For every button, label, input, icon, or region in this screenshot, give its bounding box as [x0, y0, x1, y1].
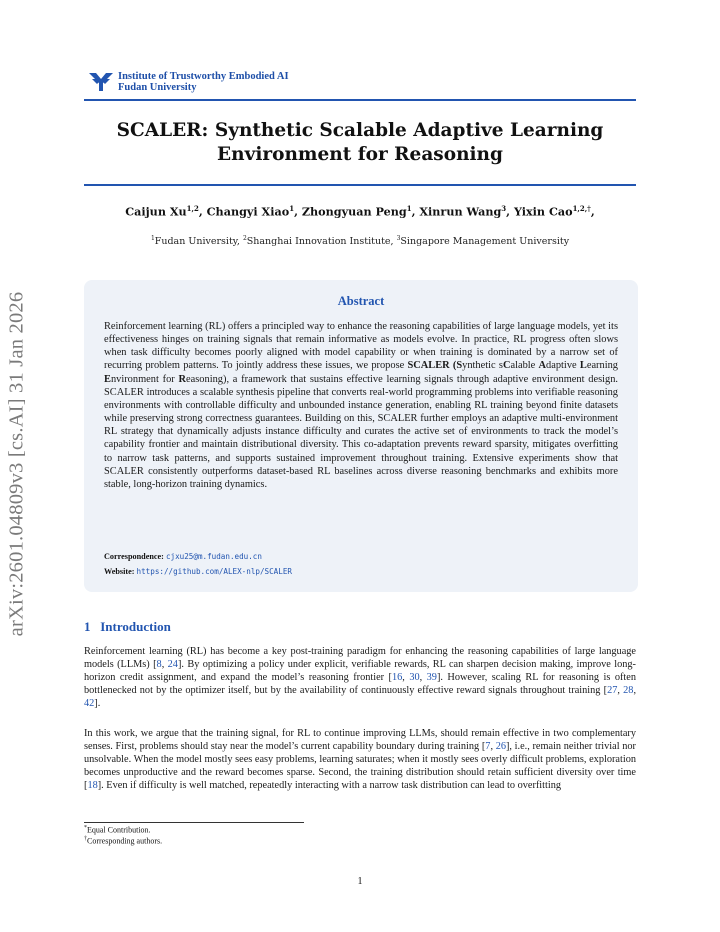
abstract-heading: Abstract	[337, 294, 385, 308]
paper-title-line2: Environment for Reasoning	[217, 144, 503, 165]
arxiv-id-text: arXiv:2601.04809v3 [cs.AI] 31 Jan 2026	[5, 291, 28, 637]
author: Xinrun Wang	[419, 204, 502, 219]
website-line: Website: https://github.com/ALEX-nlp/SCALER	[104, 567, 292, 576]
citation-link[interactable]: 27	[607, 685, 618, 697]
correspondence-line: Correspondence: cjxu25@m.fudan.edu.cn	[104, 552, 262, 561]
abstract-text: Reinforcement learning (RL) offers a principled way to enhance the reasoning capabilities of large language models, yet its effectiveness hinges on training signals that remain informative as models evolve. In practice, RL progress often slows when task difficulty becomes poorly aligned with model capability or when training is dominated by a narrow set of recurring problem patterns. To jointly address these issues, we propose SCALER (Synthetic sCalable Adaptive Learning Environment for Reasoning), a framework that sustains effective learning signals through adaptive environment design. SCALER introduces a scalable synthesis pipeline that converts real-world programming problems into verifiable reasoning environments with controllable difficulty and unbounded instance generation, enabling RL training beyond finite datasets while preserving strong correctness guarantees. Building on this, SCALER further employs an adaptive multi-environment RL strategy that dynamically adjusts instance difficulty and curates the active set of environments to track the model’s capability frontier and maintain distributional diversity. This co-adaptation prevents reward sparsity, mitigates overfitting to narrow task patterns, and supports sustained improvement throughout training. Extensive experiments show that SCALER consistently outperforms dataset-based RL baselines across diverse reasoning benchmarks and exhibits more stable, long-horizon training dynamics.	[104, 321, 618, 490]
institute-name-line1: Institute of Trustworthy Embodied AI	[118, 71, 289, 82]
section-heading: 1 Introduction	[84, 619, 171, 634]
footnote-2: †Corresponding authors.	[84, 836, 163, 846]
correspondence-email-link[interactable]: cjxu25@m.fudan.edu.cn	[165, 552, 262, 561]
citation-link[interactable]: 8	[156, 659, 162, 671]
citation-link[interactable]: 24	[167, 659, 178, 671]
citation-link[interactable]: 18	[87, 780, 98, 792]
footnote-rule	[84, 822, 304, 823]
affiliation: Singapore Management University	[400, 236, 570, 248]
affiliation: Shanghai Innovation Institute	[246, 236, 391, 248]
citation-link[interactable]: 28	[623, 685, 634, 697]
author: Changyi Xiao	[206, 204, 290, 219]
institute-header	[88, 70, 289, 94]
citation-link[interactable]: 26	[495, 741, 506, 753]
website-link[interactable]: https://github.com/ALEX-nlp/SCALER	[136, 567, 292, 576]
header-rule	[84, 99, 636, 101]
paper-title-line1: SCALER: Synthetic Scalable Adaptive Learning	[116, 120, 604, 141]
affiliation: Fudan University	[154, 236, 237, 248]
intro-paragraph-1: Reinforcement learning (RL) has become a key post-training paradigm for enhancing the reasoning capabilities of large language models (LLMs) [8, 24]. By optimizing a policy under explicit, verifiable rewards, RL can sharpen decision making, improve long-horizon credit assignment, and expand the model’s reasoning frontier [16, 30, 39]. However, scaling RL for reasoning is often bottlenecked not by the optimizer itself, but by the availability of continuously effective reward signals throughout training [27, 28, 42].	[84, 646, 637, 710]
institute-logo-icon	[88, 70, 114, 94]
page-number: 1	[357, 876, 363, 887]
citation-link[interactable]: 39	[426, 672, 437, 684]
intro-paragraph-2: In this work, we argue that the training signal, for RL to continue improving LLMs, should remain effective in two complementary senses. First, problems should stay near the model’s current capability boundary during training [7, 26], i.e., remain neither trivial nor unsolvable. When the model mostly sees easy problems, learning saturates; when it mostly sees overly difficult problems, exploration becomes unproductive and the reward becomes sparse. Second, the training distribution should retain sufficient diversity over time [18]. Even if difficulty is well matched, repeatedly interacting with a narrow task distribution can lead to overfitting	[84, 728, 636, 792]
author: Caijun Xu	[125, 204, 187, 219]
author: Zhongyuan Peng	[301, 204, 407, 219]
citation-link[interactable]: 7	[485, 741, 491, 753]
citation-link[interactable]: 42	[84, 698, 95, 710]
citation-link[interactable]: 16	[391, 672, 403, 684]
abstract-box	[84, 280, 638, 592]
citation-link[interactable]: 30	[409, 672, 420, 684]
affiliation-list: $^1$Fudan University, $^2$Shanghai Innovation Institute, $^3$Singapore Management University	[150, 235, 570, 248]
author: Yixin Cao	[513, 204, 573, 219]
title-rule	[84, 184, 636, 186]
author-list: Caijun Xu$^{1,2}$, Changyi Xiao$^1$, Zhongyuan Peng$^1$, Xinrun Wang$^3$, Yixin Cao$^{1,2,\dagger}$,	[125, 204, 595, 219]
footnote-1: *Equal Contribution.	[84, 825, 151, 835]
paper-title	[84, 119, 636, 167]
institute-name-line2: Fudan University	[118, 82, 197, 93]
